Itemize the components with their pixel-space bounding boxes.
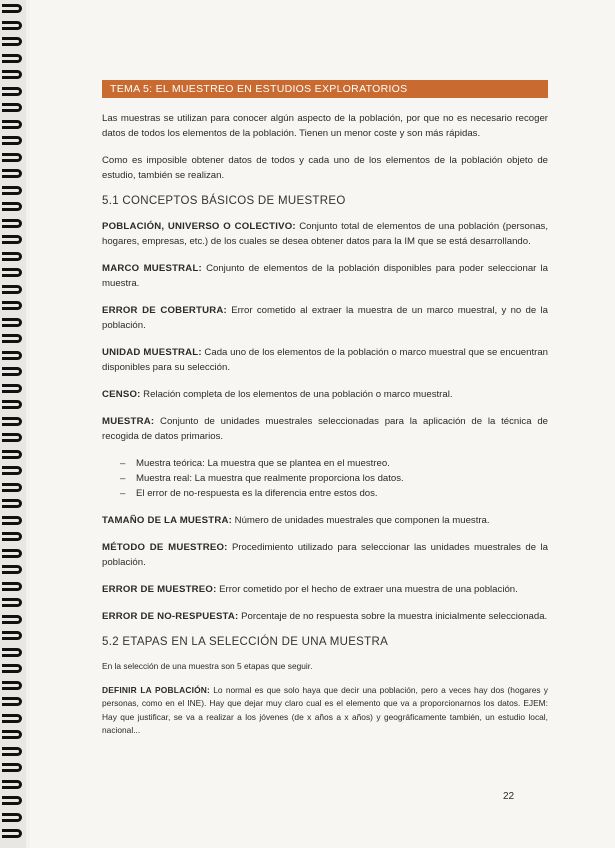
definition-error-no-respuesta: ERROR DE NO-RESPUESTA: Porcentaje de no respuesta sobre la muestra inicialmente seleccionada. bbox=[102, 611, 548, 622]
binding-ring bbox=[2, 532, 22, 541]
binding-ring bbox=[2, 136, 22, 145]
section-heading-5-1: 5.1 CONCEPTOS BÁSICOS DE MUESTREO bbox=[102, 195, 346, 207]
list-item: – Muestra real: La muestra que realmente proporciona los datos. bbox=[120, 471, 548, 486]
binding-ring bbox=[2, 516, 22, 525]
binding-ring bbox=[2, 285, 22, 294]
definition-poblacion: POBLACIÓN, UNIVERSO O COLECTIVO: Conjunto total de elementos de una población (personas, hogares, empresas, etc.) de los cuales se desea obtener datos para la IM que se está desarrollando. bbox=[102, 221, 548, 247]
binding-ring bbox=[2, 565, 22, 574]
binding-ring bbox=[2, 780, 22, 789]
binding-ring bbox=[2, 351, 22, 360]
binding-ring bbox=[2, 681, 22, 690]
binding-ring bbox=[2, 202, 22, 211]
binding-ring bbox=[2, 87, 22, 96]
binding-ring bbox=[2, 483, 22, 492]
binding-ring bbox=[2, 21, 22, 30]
binding-ring bbox=[2, 796, 22, 805]
binding-ring bbox=[2, 54, 22, 63]
binding-ring bbox=[2, 417, 22, 426]
intro-paragraph-2: Como es imposible obtener datos de todos y cada uno de los elementos de la población objeto de estudio, también se realizan. bbox=[102, 155, 548, 181]
intro-paragraph-1: Las muestras se utilizan para conocer algún aspecto de la población, por que no es necesario recoger datos de todos los elementos de la población. Tienen un menor coste y son más rápidas. bbox=[102, 113, 548, 139]
section-2-intro: En la selección de una muestra son 5 etapas que seguir. bbox=[102, 661, 313, 671]
binding-ring bbox=[2, 252, 22, 261]
binding-ring bbox=[2, 714, 22, 723]
definition-unidad-muestral: UNIDAD MUESTRAL: Cada uno de los elementos de la población o marco muestral que se encuentran disponibles para su selección. bbox=[102, 347, 548, 373]
binding-ring bbox=[2, 169, 22, 178]
binding-ring bbox=[2, 103, 22, 112]
binding-ring bbox=[2, 301, 22, 310]
binding-ring bbox=[2, 384, 22, 393]
definition-muestra: MUESTRA: Conjunto de unidades muestrales seleccionadas para la aplicación de la técnica de recogida de datos primarios. bbox=[102, 416, 548, 442]
binding-ring bbox=[2, 829, 22, 838]
definition-metodo-muestreo: MÉTODO DE MUESTREO: Procedimiento utilizado para seleccionar las unidades muestrales de la población. bbox=[102, 542, 548, 568]
binding-ring bbox=[2, 37, 22, 46]
binding-ring bbox=[2, 450, 22, 459]
page-content bbox=[102, 80, 548, 748]
binding-ring bbox=[2, 499, 22, 508]
binding-ring bbox=[2, 763, 22, 772]
step-definir-poblacion: DEFINIR LA POBLACIÓN: Lo normal es que solo haya que decir una población, pero a veces hay dos (hogares y personas, como en el INE). Hay que dejar muy claro cual es el elemento que va a proporcionarnos los datos. EJEM: Hay que justificar, se va a realizar a los jóvenes (de x años a x años) y geográficamente también, un estudio local, nacional... bbox=[102, 684, 548, 735]
spiral-binding bbox=[0, 0, 26, 848]
definition-tamano-muestra: TAMAÑO DE LA MUESTRA: Número de unidades muestrales que componen la muestra. bbox=[102, 515, 490, 526]
definition-error-muestreo: ERROR DE MUESTREO: Error cometido por el hecho de extraer una muestra de una población. bbox=[102, 584, 518, 595]
binding-ring bbox=[2, 598, 22, 607]
document-page bbox=[30, 0, 615, 848]
binding-ring bbox=[2, 747, 22, 756]
list-item: – El error de no-respuesta es la diferencia entre estos dos. bbox=[120, 486, 548, 501]
chapter-title-bar: TEMA 5: EL MUESTREO EN ESTUDIOS EXPLORATORIOS bbox=[102, 80, 548, 98]
binding-ring bbox=[2, 400, 22, 409]
definition-marco-muestral: MARCO MUESTRAL: Conjunto de elementos de la población disponibles para poder seleccionar la muestra. bbox=[102, 263, 548, 289]
definition-error-cobertura: ERROR DE COBERTURA: Error cometido al extraer la muestra de un marco muestral, y no de la población. bbox=[102, 305, 548, 331]
definition-censo: CENSO: Relación completa de los elementos de una población o marco muestral. bbox=[102, 389, 453, 400]
binding-ring bbox=[2, 318, 22, 327]
page-number: 22 bbox=[503, 791, 515, 802]
binding-ring bbox=[2, 219, 22, 228]
binding-ring bbox=[2, 153, 22, 162]
binding-ring bbox=[2, 433, 22, 442]
binding-ring bbox=[2, 186, 22, 195]
binding-ring bbox=[2, 615, 22, 624]
binding-ring bbox=[2, 334, 22, 343]
binding-ring bbox=[2, 549, 22, 558]
muestra-bullet-list bbox=[102, 456, 548, 501]
binding-ring bbox=[2, 235, 22, 244]
binding-ring bbox=[2, 697, 22, 706]
section-heading-5-2: 5.2 ETAPAS EN LA SELECCIÓN DE UNA MUESTRA bbox=[102, 636, 389, 648]
binding-ring bbox=[2, 268, 22, 277]
binding-ring bbox=[2, 466, 22, 475]
binding-ring bbox=[2, 648, 22, 657]
binding-ring bbox=[2, 120, 22, 129]
binding-ring bbox=[2, 4, 22, 13]
binding-ring bbox=[2, 631, 22, 640]
binding-ring bbox=[2, 813, 22, 822]
binding-ring bbox=[2, 367, 22, 376]
binding-ring bbox=[2, 664, 22, 673]
binding-ring bbox=[2, 70, 22, 79]
binding-ring bbox=[2, 730, 22, 739]
list-item: – Muestra teórica: La muestra que se plantea en el muestreo. bbox=[120, 456, 548, 471]
binding-ring bbox=[2, 582, 22, 591]
